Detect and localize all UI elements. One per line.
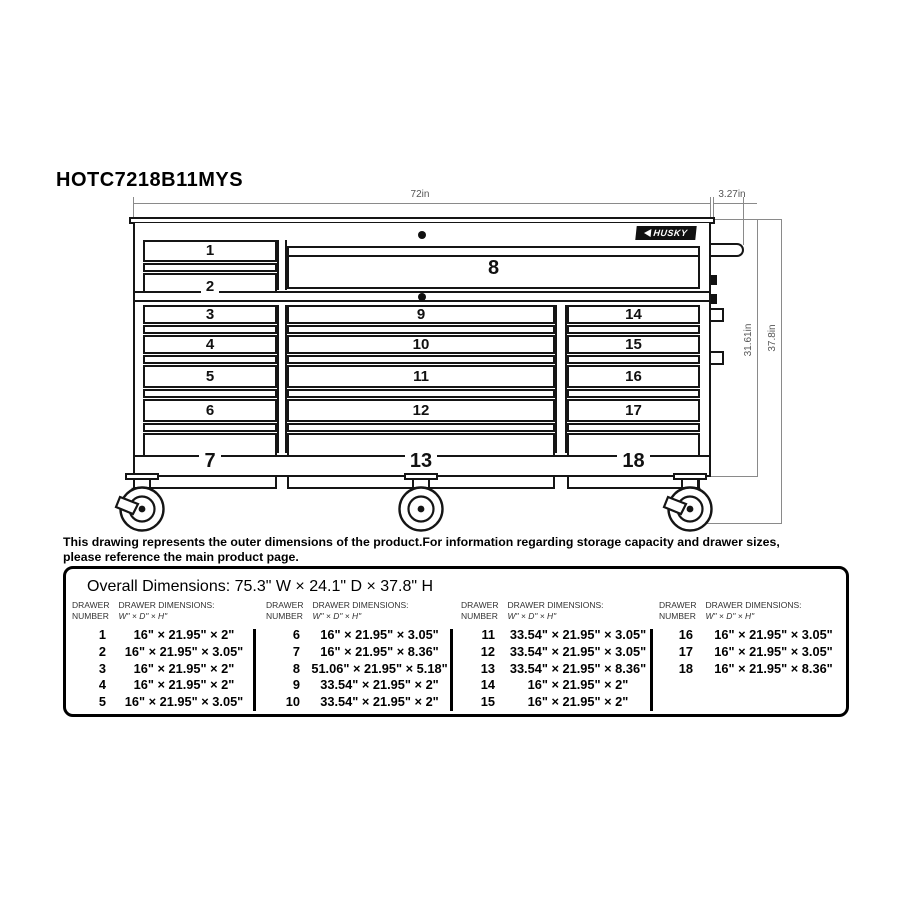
- drawer-front-9: 9: [287, 305, 555, 324]
- drawer-front-6: 6: [143, 399, 277, 422]
- table-group-header: [461, 600, 651, 622]
- drawer-front-11: 11: [287, 365, 555, 388]
- dim-tick: [713, 197, 714, 217]
- header-drawer-number: DRAWER NUMBER: [659, 600, 697, 622]
- caster-wheel-icon: [381, 473, 459, 533]
- drawer-rail: [567, 325, 700, 334]
- dim-tick: [133, 197, 134, 218]
- table-row: 13 33.54" × 21.95" × 8.36": [480, 660, 647, 676]
- table-row: 17 16" × 21.95" × 3.05": [678, 643, 833, 659]
- side-bracket: [711, 308, 724, 322]
- dim-line-total-height: [781, 219, 782, 524]
- drawer-front-16: 16: [567, 365, 700, 388]
- drawer-rail: [567, 355, 700, 364]
- drawer-front-18: 18: [567, 433, 700, 489]
- table-rows: [659, 626, 844, 676]
- page-title: HOTC7218B11MYS: [56, 169, 244, 191]
- dim-connector: [715, 219, 782, 220]
- table-row: 8 51.06" × 21.95" × 5.18": [292, 660, 448, 676]
- header-drawer-number: DRAWER NUMBER: [461, 600, 499, 622]
- table-row: 12 33.54" × 21.95" × 3.05": [480, 643, 647, 659]
- table-rows: [266, 626, 449, 710]
- dim-line-body-height: [757, 219, 758, 477]
- table-row: 10 33.54" × 21.95" × 2": [285, 694, 439, 710]
- vertical-rail: [555, 305, 567, 453]
- table-rows: [72, 626, 252, 710]
- drawer-rail: [287, 389, 555, 398]
- drawer-rail: [143, 389, 277, 398]
- drawer-rail: [287, 325, 555, 334]
- header-drawer-dimensions: DRAWER DIMENSIONS: W" × D" × H": [507, 600, 604, 622]
- table-group-header: [659, 600, 844, 622]
- dim-label-side: 3.27in: [718, 189, 746, 200]
- dim-tick: [743, 197, 744, 245]
- disclaimer-line-2: please reference the main product page.: [63, 549, 299, 564]
- header-drawer-number: DRAWER NUMBER: [266, 600, 304, 622]
- table-group-3: [461, 600, 651, 710]
- caster-right: [650, 473, 728, 533]
- table-rows: [461, 626, 651, 710]
- drawer-front-10: 10: [287, 335, 555, 354]
- dim-line-side: [713, 203, 757, 204]
- table-row: 6 16" × 21.95" × 3.05": [292, 626, 439, 642]
- lock-keyhole-mid: [418, 293, 426, 301]
- drawer-rail: [287, 355, 555, 364]
- table-divider: [450, 629, 453, 711]
- table-row: 2 16" × 21.95" × 3.05": [98, 643, 244, 659]
- table-row: 16 16" × 21.95" × 3.05": [678, 626, 833, 642]
- drawer-rail: [143, 355, 277, 364]
- dimensions-table: [63, 566, 849, 717]
- drawer-front-17: 17: [567, 399, 700, 422]
- drawer-front-12: 12: [287, 399, 555, 422]
- vertical-rail: [277, 305, 287, 453]
- drawer-front-3: 3: [143, 305, 277, 324]
- drawer-rail: [143, 423, 277, 432]
- dim-label-total-height: 37.8in: [767, 324, 778, 352]
- caster-middle: [381, 473, 459, 533]
- table-group-1: [72, 600, 252, 710]
- table-row: 11 33.54" × 21.95" × 3.05": [481, 626, 647, 642]
- caster-left: [102, 473, 180, 533]
- dim-line-width: [133, 203, 711, 204]
- drawer-front-2: 2: [143, 273, 277, 300]
- drawer-rail: [287, 423, 555, 432]
- table-group-header: [72, 600, 252, 622]
- side-handle: [711, 243, 744, 257]
- caster-wheel-icon: [650, 473, 728, 533]
- drawer-rail: [567, 389, 700, 398]
- table-row: 18 16" × 21.95" × 8.36": [678, 660, 833, 676]
- dim-label-width: 72in: [410, 189, 430, 200]
- side-mount-mark: [711, 294, 717, 304]
- dim-tick: [710, 197, 711, 218]
- table-row: 4 16" × 21.95" × 2": [98, 677, 235, 693]
- drawer-front-4: 4: [143, 335, 277, 354]
- drawer-front-13: 13: [287, 433, 555, 489]
- header-drawer-dimensions: DRAWER DIMENSIONS: W" × D" × H": [312, 600, 409, 622]
- table-row: 1 16" × 21.95" × 2": [98, 626, 235, 642]
- drawer-front-8: 8: [287, 246, 700, 289]
- drawer-rail: [143, 325, 277, 334]
- table-group-header: [266, 600, 449, 622]
- brand-logo: [635, 226, 696, 240]
- table-row: 5 16" × 21.95" × 3.05": [98, 694, 244, 710]
- dim-label-body-height: 31.61in: [743, 323, 754, 357]
- caster-wheel-icon: [102, 473, 180, 533]
- overall-dimensions-title: Overall Dimensions: 75.3" W × 24.1" D × 37.8" H: [87, 578, 434, 595]
- brand-logo-text: HUSKY: [652, 228, 689, 238]
- table-divider: [253, 629, 256, 711]
- drawer-front-5: 5: [143, 365, 277, 388]
- drawer-front-1: 1: [143, 240, 277, 262]
- side-mount-mark: [711, 275, 717, 285]
- table-row: 3 16" × 21.95" × 2": [98, 660, 235, 676]
- husky-dog-icon: [644, 229, 652, 237]
- header-drawer-dimensions: DRAWER DIMENSIONS: W" × D" × H": [118, 600, 215, 622]
- vertical-rail: [277, 240, 287, 290]
- side-bracket: [711, 351, 724, 365]
- drawer-front-15: 15: [567, 335, 700, 354]
- drawer-rail: [567, 423, 700, 432]
- drawer-front-7: 7: [143, 433, 277, 489]
- table-row: 7 16" × 21.95" × 8.36": [292, 643, 439, 659]
- drawer-rail: [143, 263, 277, 272]
- table-group-2: [266, 600, 449, 710]
- header-drawer-dimensions: DRAWER DIMENSIONS: W" × D" × H": [705, 600, 802, 622]
- header-drawer-number: DRAWER NUMBER: [72, 600, 110, 622]
- table-row: 14 16" × 21.95" × 2": [480, 677, 629, 693]
- lock-keyhole-top: [418, 231, 426, 239]
- disclaimer-line-1: This drawing represents the outer dimensions of the product.For information regarding storage capacity and drawer sizes,: [63, 535, 780, 549]
- disclaimer-note: [63, 535, 893, 564]
- table-row: 9 33.54" × 21.95" × 2": [292, 677, 439, 693]
- drawer-front-14: 14: [567, 305, 700, 324]
- table-row: 15 16" × 21.95" × 2": [480, 694, 629, 710]
- table-group-4: [659, 600, 844, 676]
